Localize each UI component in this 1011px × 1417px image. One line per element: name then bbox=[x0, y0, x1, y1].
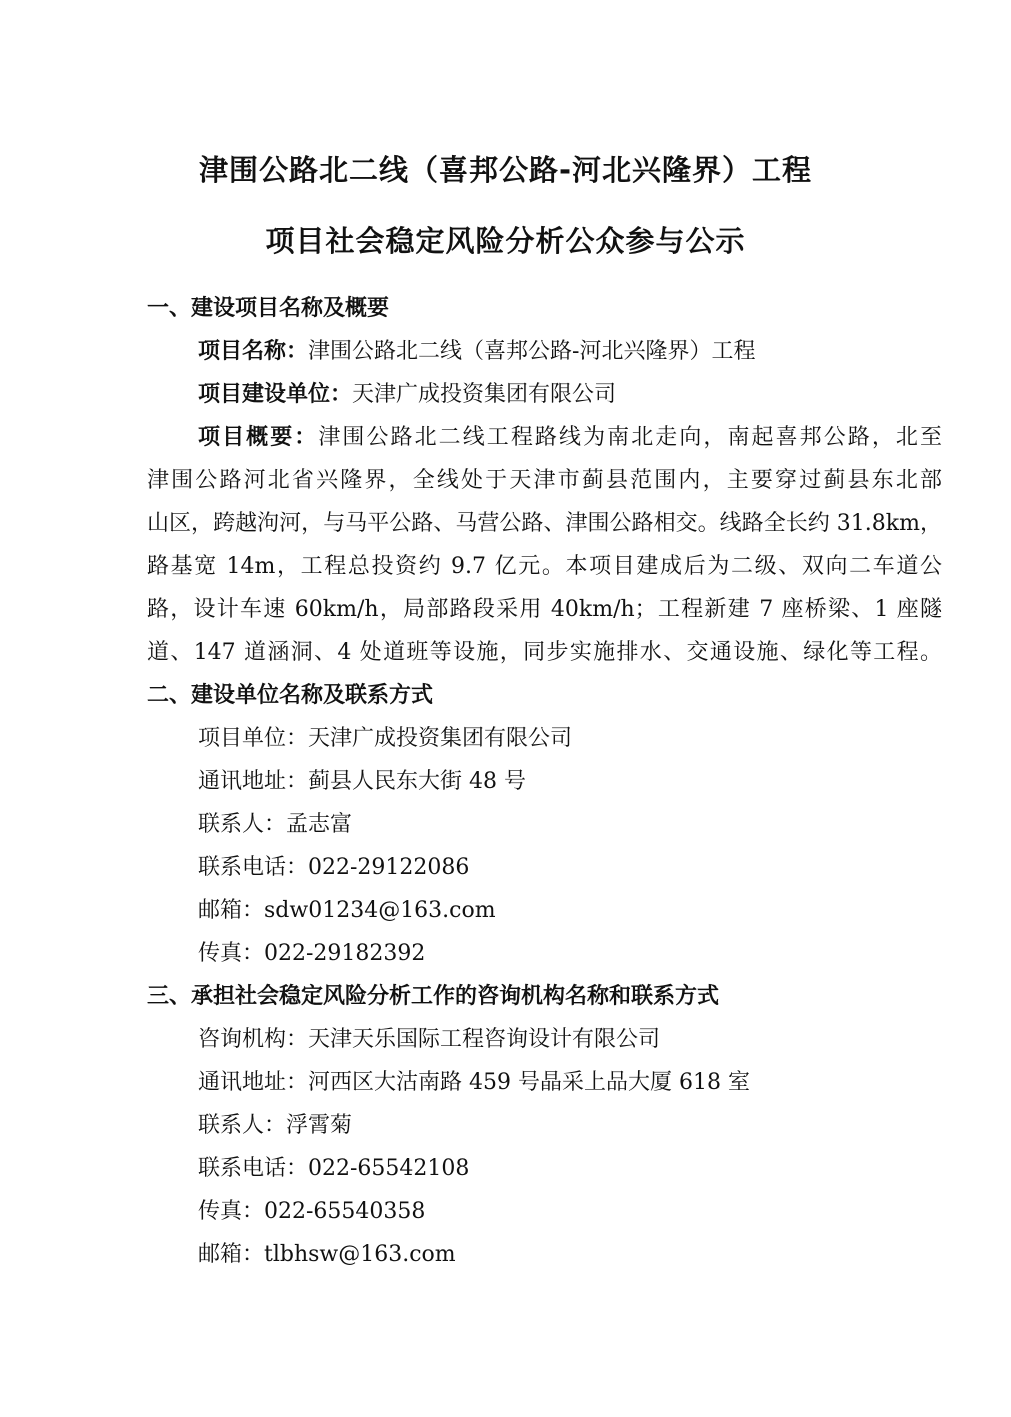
overview-line-6: 道、147 道涵洞、4 处道班等设施，同步实施排水、交通设施、绿化等工程。 bbox=[147, 640, 942, 665]
section-1-heading: 一、建设项目名称及概要 bbox=[147, 296, 390, 321]
document-title-line-1: 津围公路北二线（喜邦公路-河北兴隆界）工程 bbox=[198, 153, 813, 187]
overview-line-5: 路，设计车速 60km/h，局部路段采用 40km/h；工程新建 7 座桥梁、1 座隧 bbox=[147, 597, 942, 622]
project-name-label: 项目名称： bbox=[198, 339, 309, 364]
consultant-phone-line: 联系电话：022-65542108 bbox=[198, 1156, 470, 1181]
consultant-address-line: 通讯地址：河西区大沽南路 459 号晶采上品大厦 618 室 bbox=[198, 1070, 750, 1095]
builder-contact-line: 联系人：孟志富 bbox=[198, 812, 353, 837]
overview-text-1: 津围公路北二线工程路线为南北走向，南起喜邦公路，北至 bbox=[318, 425, 942, 450]
project-builder-value: 天津广成投资集团有限公司 bbox=[352, 382, 617, 407]
overview-line-2: 津围公路河北省兴隆界，全线处于天津市蓟县范围内，主要穿过蓟县东北部 bbox=[147, 468, 942, 493]
builder-fax-line: 传真：022-29182392 bbox=[198, 941, 426, 966]
builder-phone-line: 联系电话：022-29122086 bbox=[198, 855, 470, 880]
section-2-heading: 二、建设单位名称及联系方式 bbox=[147, 683, 434, 708]
consultant-org-line: 咨询机构：天津天乐国际工程咨询设计有限公司 bbox=[198, 1027, 661, 1052]
project-name-value: 津围公路北二线（喜邦公路-河北兴隆界）工程 bbox=[308, 339, 756, 364]
document-title-line-2: 项目社会稳定风险分析公众参与公示 bbox=[265, 224, 746, 258]
consultant-email-line: 邮箱：tlbhsw@163.com bbox=[198, 1242, 456, 1267]
overview-line-4: 路基宽 14m，工程总投资约 9.7 亿元。本项目建成后为二级、双向二车道公 bbox=[147, 554, 942, 579]
builder-unit-line: 项目单位：天津广成投资集团有限公司 bbox=[198, 726, 573, 751]
builder-address-line: 通讯地址：蓟县人民东大街 48 号 bbox=[198, 769, 526, 794]
project-builder-label: 项目建设单位： bbox=[198, 382, 353, 407]
project-builder-line bbox=[198, 380, 616, 410]
consultant-fax-line: 传真：022-65540358 bbox=[198, 1199, 426, 1224]
overview-line-3: 山区，跨越泃河，与马平公路、马营公路、津围公路相交。线路全长约 31.8km， bbox=[147, 511, 942, 536]
consultant-contact-line: 联系人：浮霄菊 bbox=[198, 1113, 353, 1138]
section-3-heading: 三、承担社会稳定风险分析工作的咨询机构名称和联系方式 bbox=[147, 984, 720, 1009]
builder-email-line: 邮箱：sdw01234@163.com bbox=[198, 898, 496, 923]
project-name-line bbox=[198, 337, 755, 367]
overview-label: 项目概要： bbox=[198, 425, 319, 450]
overview-line-1 bbox=[198, 423, 942, 453]
